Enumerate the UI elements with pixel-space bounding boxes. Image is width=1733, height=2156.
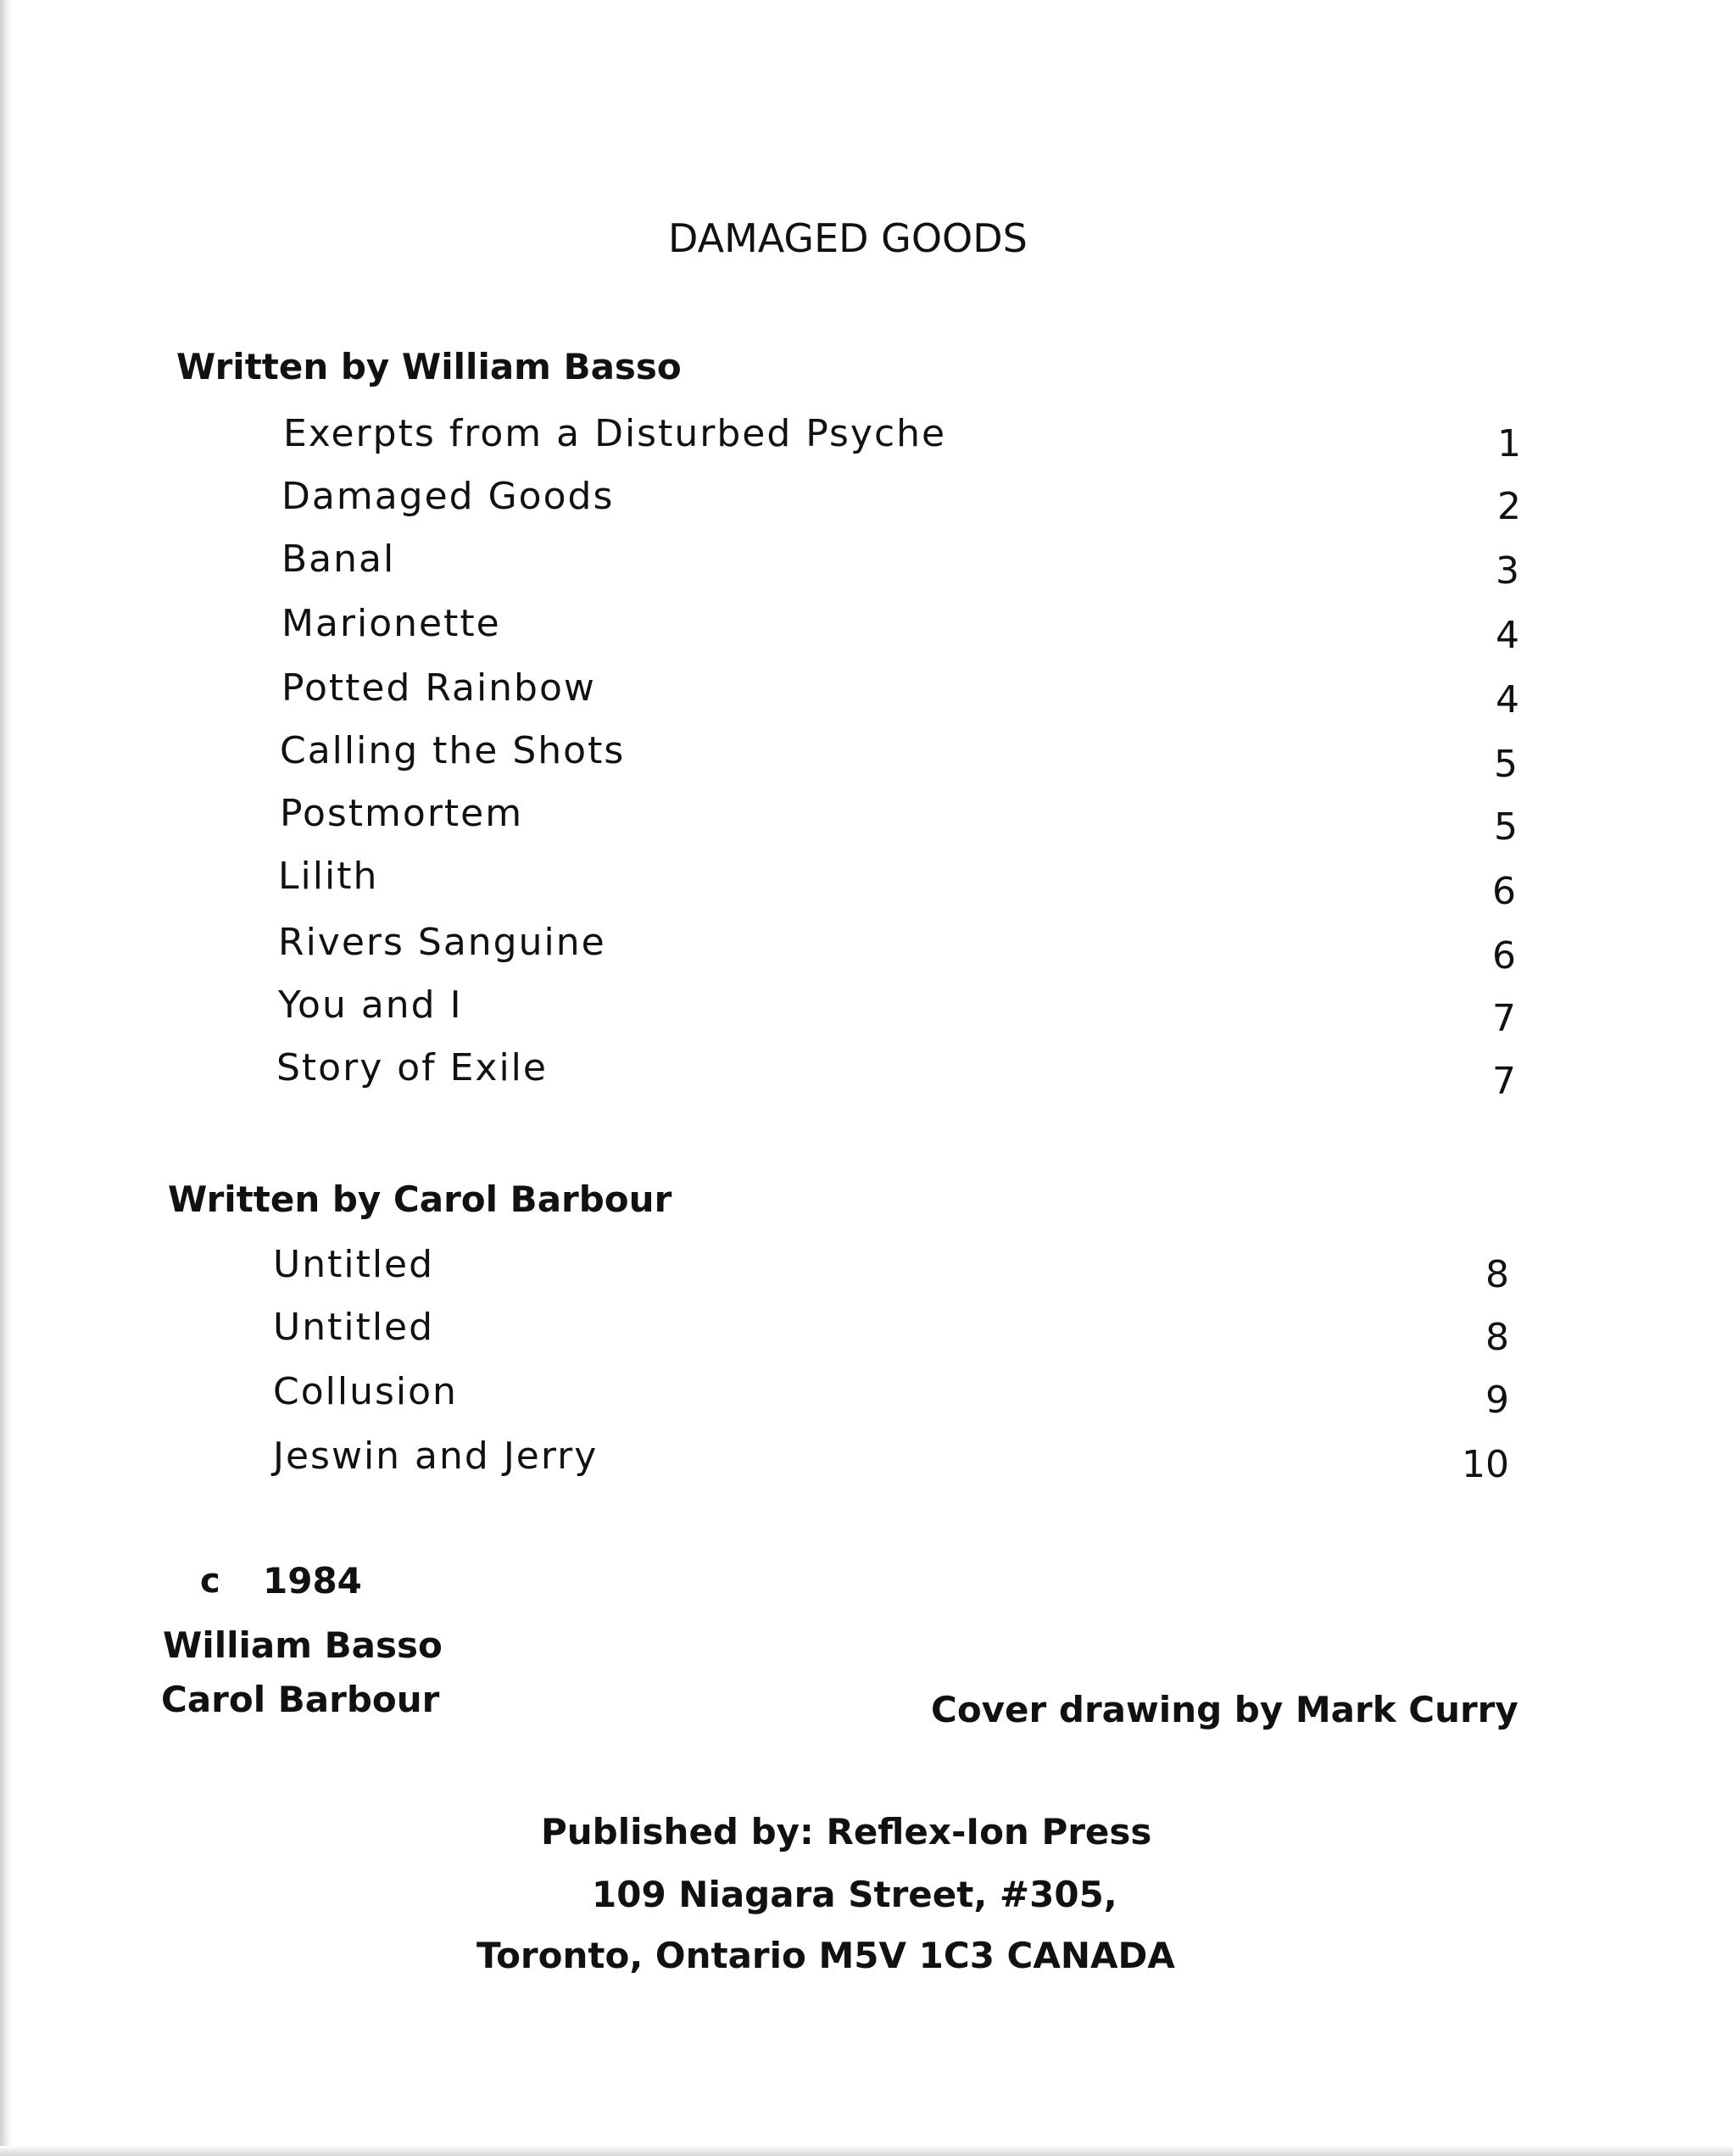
scan-edge-left — [0, 0, 12, 2156]
toc-entry-title: Rivers Sanguine — [278, 921, 606, 964]
toc-entry-title: Banal — [281, 538, 396, 581]
toc-entry-page: 2 — [1497, 485, 1521, 528]
toc-entry-title: Lilith — [278, 855, 379, 898]
toc-entry-page: 7 — [1492, 997, 1516, 1040]
toc-entry-title: Collusion — [273, 1370, 458, 1413]
toc-entry-page: 4 — [1496, 678, 1519, 721]
document-title: DAMAGED GOODS — [668, 215, 1028, 261]
toc-entry-title: You and I — [278, 983, 463, 1027]
publisher-city: Toronto, Ontario M5V 1C3 CANADA — [476, 1935, 1175, 1976]
toc-entry-page: 1 — [1497, 422, 1521, 465]
toc-entry-page: 9 — [1485, 1379, 1509, 1422]
toc-entry-title: Story of Exile — [276, 1046, 548, 1089]
toc-entry-page: 7 — [1492, 1060, 1516, 1103]
toc-entry-title: Damaged Goods — [281, 475, 615, 518]
toc-entry-title: Postmortem — [280, 792, 524, 835]
copyright-year: 1984 — [263, 1560, 362, 1602]
toc-entry-title: Calling the Shots — [280, 729, 626, 772]
publisher-address: 109 Niagara Street, #305, — [592, 1874, 1117, 1915]
toc-entry-page: 10 — [1462, 1443, 1509, 1486]
toc-entry-page: 3 — [1496, 549, 1519, 593]
copyright-author: William Basso — [163, 1624, 443, 1666]
toc-entry-page: 8 — [1485, 1253, 1509, 1296]
toc-entry-title: Untitled — [273, 1243, 435, 1286]
toc-entry-page: 6 — [1492, 934, 1516, 978]
copyright-mark: c — [200, 1562, 220, 1601]
toc-entry-page: 6 — [1492, 870, 1516, 913]
toc-entry-page: 5 — [1494, 743, 1518, 786]
toc-entry-title: Potted Rainbow — [281, 666, 596, 710]
toc-entry-title: Jeswin and Jerry — [273, 1435, 599, 1478]
toc-entry-title: Untitled — [273, 1306, 435, 1349]
toc-entry-page: 5 — [1494, 805, 1518, 849]
toc-entry-title: Exerpts from a Disturbed Psyche — [283, 412, 947, 455]
publisher-line: Published by: Reflex-Ion Press — [541, 1811, 1152, 1852]
section-heading-barbour: Written by Carol Barbour — [168, 1178, 672, 1220]
scan-edge-bottom — [0, 2146, 1733, 2156]
section-heading-basso: Written by William Basso — [176, 346, 682, 387]
toc-entry-title: Marionette — [281, 602, 501, 645]
copyright-author: Carol Barbour — [161, 1679, 440, 1720]
toc-entry-page: 4 — [1496, 614, 1519, 657]
cover-credit: Cover drawing by Mark Curry — [931, 1689, 1518, 1730]
toc-entry-page: 8 — [1485, 1316, 1509, 1359]
